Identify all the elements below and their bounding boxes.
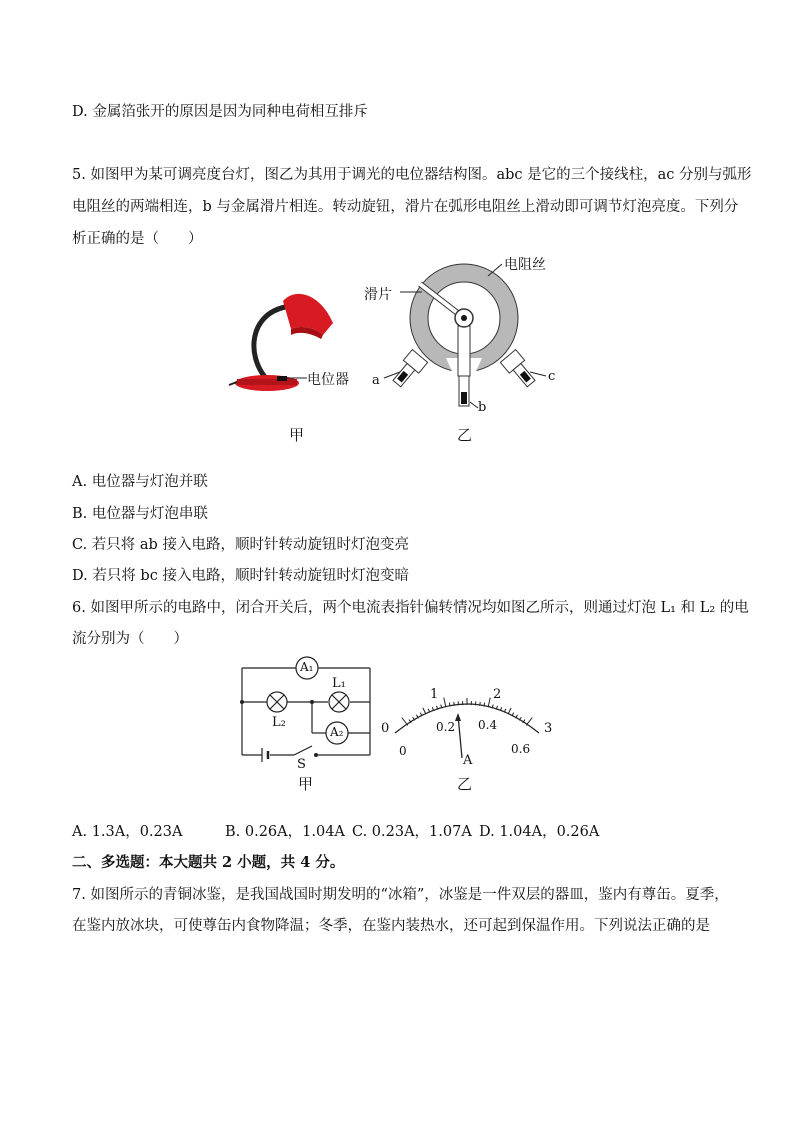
terminal-b: b	[478, 400, 487, 415]
q6-option-a: A. 1.3A，0.23A	[72, 824, 183, 840]
q6-stem-line2: 流分别为（ ）	[72, 631, 188, 647]
q4-option-d: D. 金属箔张开的原因是因为同种电荷相互排斥	[72, 104, 368, 120]
dial-tick	[454, 702, 455, 706]
label-lamp-l2: L₂	[272, 715, 286, 730]
label-potentiometer: 电位器	[307, 372, 349, 388]
q7-stem-line2: 在鉴内放冰块，可使尊缶内食物降温；冬季，在鉴内装热水，还可起到保温作用。下列说法正确的是	[72, 918, 710, 934]
scale-bottom-0: 0	[399, 744, 407, 758]
q5-stem-line1: 5. 如图甲为某可调亮度台灯，图乙为其用于调光的电位器结构图。abc 是它的三个接线柱，ac 分别与弧形	[72, 167, 752, 183]
scale-bottom-0-6: 0.6	[511, 742, 531, 756]
q5-option-c: C. 若只将 ab 接入电路，顺时针转动旋钮时灯泡变亮	[72, 537, 409, 553]
dial-tick	[526, 718, 532, 726]
scale-top-1: 1	[430, 687, 439, 702]
dial-tick	[423, 708, 426, 714]
terminal-a: a	[372, 373, 380, 388]
q6-stem-line1: 6. 如图甲所示的电路中，闭合开关后，两个电流表指针偏转情况均如图乙所示，则通过灯泡 L₁ 和 L₂ 的电	[72, 600, 749, 616]
terminal-c: c	[548, 369, 556, 384]
scale-bottom-0-2: 0.2	[436, 720, 456, 734]
label-slider: 滑片	[364, 287, 392, 303]
dial-tick	[508, 708, 511, 714]
q6-option-d: D. 1.04A，0.26A	[479, 824, 600, 840]
section-2-title: 二、多选题：本大题共 2 小题，共 4 分。	[72, 854, 345, 871]
q5-stem-line2: 电阻丝的两端相连，b 与金属滑片相连。转动旋钮，滑片在弧形电阻丝上滑动即可调节灯泡亮度。下列分	[72, 199, 739, 215]
scale-top-2: 2	[493, 687, 502, 702]
label-switch-s: S	[297, 757, 306, 772]
caption-jia-q6: 甲	[298, 775, 314, 793]
label-lamp-l1: L₁	[332, 676, 346, 691]
q5-option-d: D. 若只将 bc 接入电路，顺时针转动旋钮时灯泡变暗	[72, 568, 409, 584]
unit-a: A	[463, 753, 473, 768]
caption-jia-q5: 甲	[289, 426, 305, 444]
caption-yi-q5: 乙	[457, 426, 473, 444]
label-ammeter-a1: A₁	[300, 660, 314, 674]
dial-tick	[484, 703, 485, 707]
dial-tick	[444, 698, 446, 708]
q6-option-c: C. 0.23A，1.07A	[352, 824, 472, 840]
dial-tick	[480, 702, 481, 706]
potentiometer-figure	[362, 252, 572, 420]
circuit-figure	[232, 655, 377, 790]
q5-option-b: B. 电位器与灯泡串联	[72, 506, 208, 522]
q5-stem-line3: 析正确的是（ ）	[72, 231, 203, 247]
label-resistance-wire: 电阻丝	[504, 257, 546, 273]
dial-tick	[488, 698, 490, 708]
q7-stem-line1: 7. 如图所示的青铜冰鉴，是我国战国时期发明的“冰箱”，冰鉴是一件双层的器皿，鉴内有尊缶。夏季，	[72, 887, 729, 903]
dial-tick	[402, 718, 408, 726]
q6-option-b: B. 0.26A，1.04A	[225, 824, 345, 840]
desk-lamp-figure	[225, 285, 360, 400]
scale-top-3: 3	[544, 721, 553, 736]
label-ammeter-a2: A₂	[330, 725, 344, 739]
caption-yi-q6: 乙	[457, 775, 473, 793]
dial-tick	[449, 703, 450, 707]
q5-option-a: A. 电位器与灯泡并联	[72, 474, 208, 490]
scale-bottom-0-4: 0.4	[478, 718, 498, 732]
scale-top-0: 0	[381, 721, 390, 736]
